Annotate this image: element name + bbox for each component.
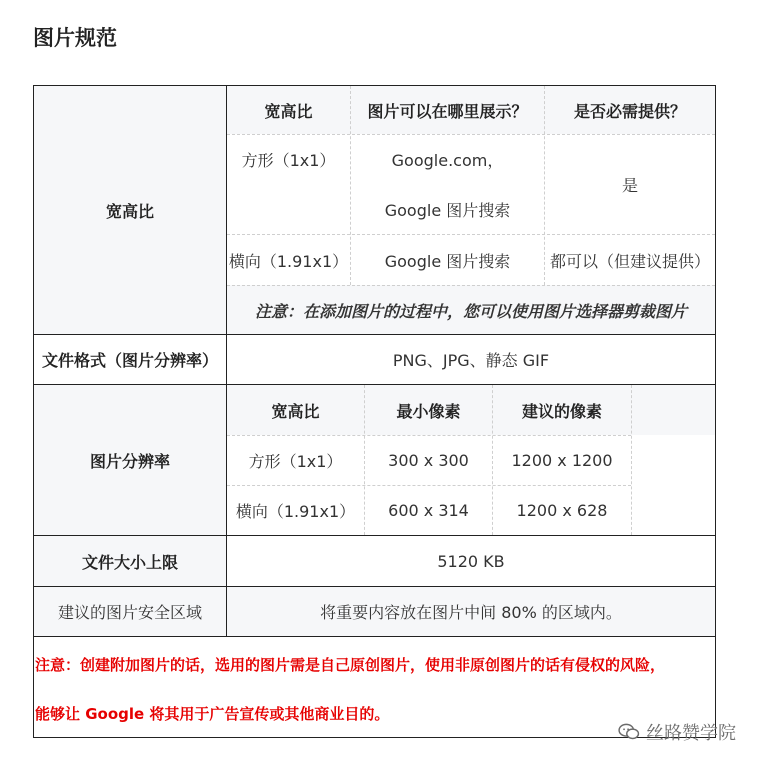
size-value: 5120 KB	[437, 551, 505, 571]
resolution-header-min: 最小像素	[396, 401, 461, 421]
landscape-required: 都可以（但建议提供）	[549, 251, 710, 271]
square-where-line2: Google 图片搜索	[384, 200, 511, 220]
square-where-line1: Google.com，	[391, 150, 504, 170]
bottom-note-line2: 能够让 Google 将其用于广告宣传或其他商业目的。	[35, 705, 390, 723]
watermark	[618, 719, 736, 745]
resolution-row-square-min: 300 x 300	[388, 451, 469, 470]
aspect-header-where: 图片可以在哪里展示？	[367, 101, 528, 121]
resolution-header-recommended: 建议的像素	[521, 401, 602, 421]
safe-label: 建议的图片安全区域	[57, 603, 202, 622]
format-label: 文件格式（图片分辨率）	[41, 351, 218, 370]
bottom-note-line1: 注意：创建附加图片的话，选用的图片需是自己原创图片，使用非原创图片的话有侵权的风险，	[35, 656, 666, 674]
landscape-ratio: 横向（1.91x1）	[228, 251, 349, 271]
landscape-where: Google 图片搜索	[384, 251, 511, 271]
resolution-row-landscape-ratio: 横向（1.91x1）	[235, 502, 356, 521]
square-required: 是	[621, 176, 638, 195]
aspect-header-required: 是否必需提供？	[573, 101, 686, 121]
aspect-note: 注意：在添加图片的过程中，您可以使用图片选择器剪裁图片	[254, 301, 687, 321]
resolution-row-landscape-recommended: 1200 x 628	[516, 501, 608, 520]
wechat-icon	[618, 723, 640, 741]
inner-divider	[631, 385, 632, 535]
resolution-label: 图片分辨率	[89, 451, 170, 471]
format-value: PNG、JPG、静态 GIF	[392, 351, 550, 370]
watermark-text: 丝路赞学院	[646, 723, 736, 744]
resolution-row-landscape-min: 600 x 314	[388, 501, 469, 520]
safe-value: 将重要内容放在图片中间 80% 的区域内。	[320, 603, 622, 622]
square-ratio: 方形（1x1）	[241, 150, 336, 170]
aspect-header-ratio: 宽高比	[264, 101, 313, 121]
resolution-row-square-recommended: 1200 x 1200	[511, 451, 613, 470]
row-divider	[33, 636, 716, 637]
aspect-label: 宽高比	[105, 201, 154, 221]
resolution-row-square-ratio: 方形（1x1）	[248, 452, 343, 471]
resolution-header-ratio: 宽高比	[271, 401, 320, 421]
page-title: 图片规范	[33, 26, 117, 50]
size-label: 文件大小上限	[81, 552, 178, 572]
